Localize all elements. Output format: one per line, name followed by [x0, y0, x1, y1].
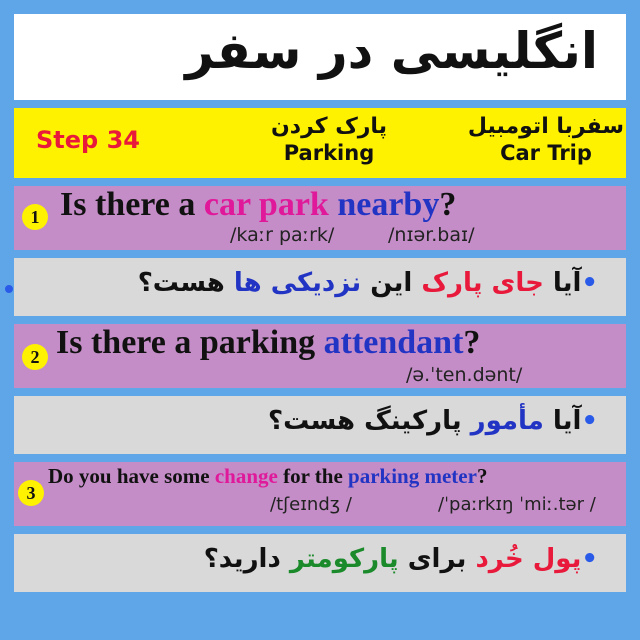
sentence-2-fa-part3: پارکینگ هست؟	[267, 406, 471, 436]
sentence-3-ipa-1: /tʃeɪndʒ /	[270, 494, 352, 515]
topic-en: Parking	[283, 141, 375, 165]
sentence-3-english	[48, 464, 487, 489]
topic-column	[254, 114, 404, 165]
sentence-2-fa-highlight-1: مأمور	[470, 406, 544, 436]
sentence-3-ipa-2: /ˈpaːrkɪŋ ˈmiː.tər /	[438, 494, 596, 515]
title-box	[14, 14, 626, 100]
sentence-3-fa-part2: برای	[398, 544, 476, 574]
sentence-2-persian-row	[14, 396, 626, 454]
sentence-1-english-row	[14, 186, 626, 250]
sentence-3-persian-row	[14, 534, 626, 592]
sentence-3-persian	[204, 544, 598, 574]
sentence-1-persian-row	[14, 258, 626, 316]
sentence-3-en-part3: for the	[277, 464, 349, 488]
bullet-dot	[5, 285, 13, 293]
sentence-2-ipa-1: /ə.ˈten.dənt/	[406, 364, 523, 386]
sentence-2-english-row	[14, 324, 626, 388]
sentence-1-number: 1	[22, 204, 48, 230]
sentence-3-fa-highlight-1: پول خُرد	[475, 544, 582, 574]
category-column	[466, 114, 626, 165]
sentence-3-en-part5: ?	[476, 464, 488, 488]
sentence-1-en-part1: Is there a	[60, 186, 204, 223]
sentence-1-ipa-2: /nɪər.baɪ/	[388, 224, 475, 246]
sentence-3-en-highlight-1: change	[214, 464, 278, 488]
sentence-2-persian	[268, 406, 598, 436]
sentence-1-english	[60, 186, 456, 224]
sentence-3-fa-highlight-2: پارکومتر	[289, 544, 399, 574]
sentence-3-en-part1: Do you have some	[48, 464, 215, 488]
sentence-2-english	[56, 324, 480, 362]
category-en: Car Trip	[500, 141, 592, 165]
sentence-1-en-highlight-2: nearby	[337, 186, 440, 223]
sentence-3-english-row	[14, 462, 626, 526]
sentence-2-fa-part1: آیا	[543, 406, 582, 436]
bullet-icon: •	[581, 268, 598, 298]
category-fa: سفربا اتومبیل	[467, 114, 625, 139]
sentence-1-persian	[138, 268, 598, 298]
step-header	[14, 108, 626, 178]
sentence-1-en-part5: ?	[439, 186, 457, 223]
sentence-2-en-part1: Is there a parking	[56, 324, 324, 361]
sentence-2-number: 2	[22, 344, 48, 370]
sentence-3-number: 3	[18, 480, 44, 506]
sentence-2-en-part3: ?	[463, 324, 481, 361]
sentence-3-fa-part4: دارید؟	[203, 544, 290, 574]
bullet-icon: •	[581, 406, 598, 436]
sentence-1-fa-part3: این	[361, 268, 422, 298]
topic-fa: پارک کردن	[271, 114, 387, 139]
sentence-1-ipa-1: /kaːr paːrk/	[230, 224, 335, 246]
step-label: Step 34	[36, 126, 140, 154]
bullet-icon: •	[581, 544, 598, 574]
sentence-1-fa-part1: آیا	[543, 268, 582, 298]
page-title: انگلیسی در سفر	[185, 22, 598, 80]
sentence-2-en-highlight-1: attendant	[323, 324, 464, 361]
sentence-1-en-highlight-1: car park	[203, 186, 329, 223]
sentence-1-fa-highlight-1: جای پارک	[421, 268, 544, 298]
sentence-1-fa-part5: هست؟	[137, 268, 234, 298]
sentence-1-fa-highlight-2: نزدیکی ها	[233, 268, 362, 298]
sentence-3-en-highlight-2: parking meter	[348, 464, 477, 488]
